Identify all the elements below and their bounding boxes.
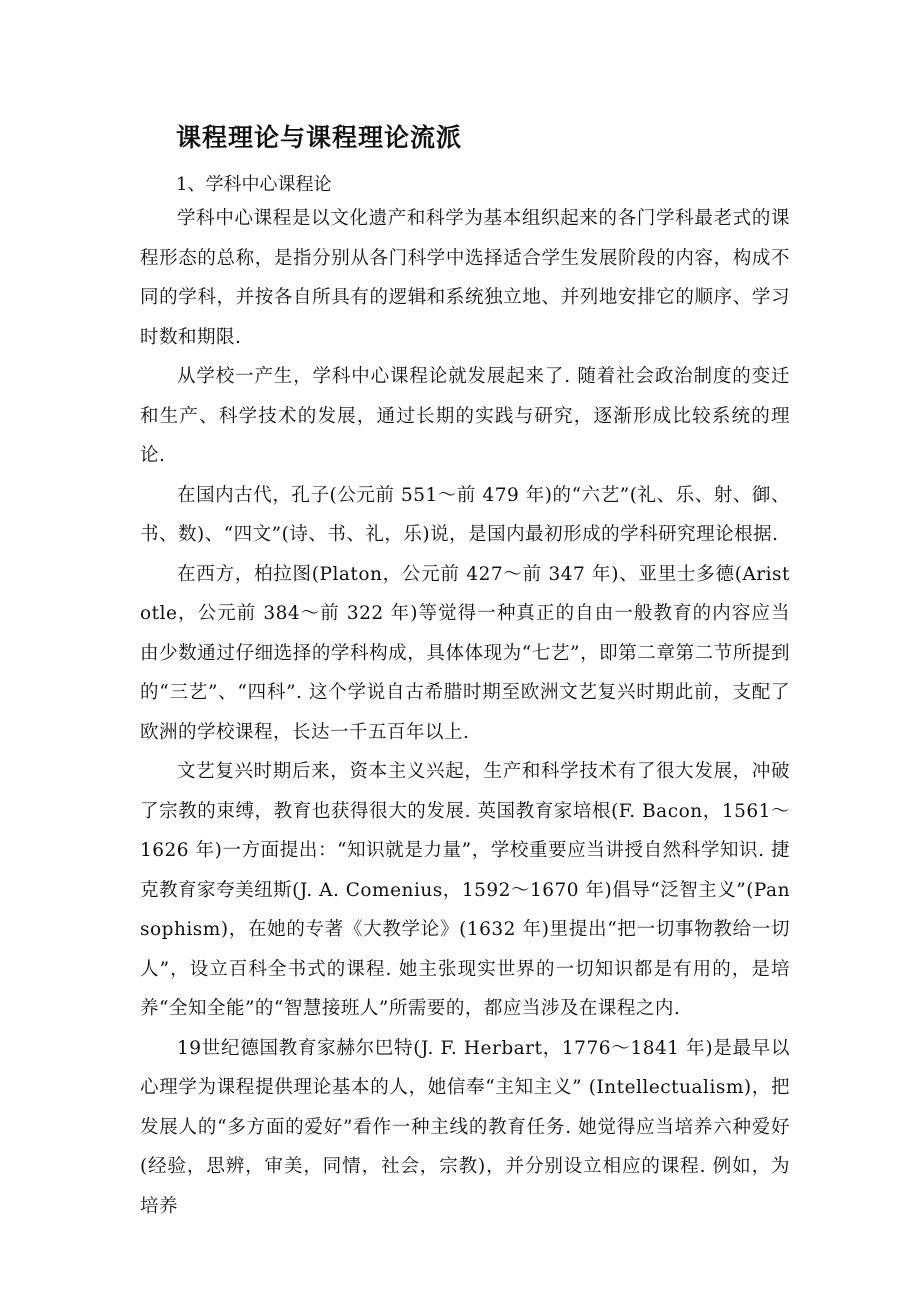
paragraph-west: 在西方，柏拉图(Platon，公元前 427～前 347 年)、亚里士多德(Aristotle，公元前 384～前 322 年)等觉得一种真正的自由一般教育的内容应当由少数通过仔细选择的学科构成，具体体现为“七艺”，即第二章第二节所提到的“三艺”、“四科”. 这个学说自古希腊时期至欧洲文艺复兴时期此前，支配了欧洲的学校课程，长达一千五百年以上. [140, 563, 790, 743]
paragraph-subject-centered-definition: 学科中心课程是以文化遗产和科学为基本组织起来的各门学科最老式的课程形态的总称，是指分别从各门科学中选择适合学生发展阶段的内容，构成不同的学科，并按各自所具有的逻辑和系统独立地、并列地安排它的顺序、学习时数和期限. [140, 208, 790, 348]
section-heading: 1、学科中心课程论 [176, 174, 332, 195]
document-title: 课程理论与课程理论流派 [176, 123, 463, 152]
paragraph-ancient-china: 在国内古代，孔子(公元前 551～前 479 年)的“六艺”(礼、乐、射、御、书、数)、“四文”(诗、书、礼，乐)说，是国内最初形成的学科研究理论根据. [140, 484, 790, 545]
paragraph-renaissance: 文艺复兴时期后来，资本主义兴起，生产和科学技术有了很大发展，冲破了宗教的束缚，教育也获得很大的发展. 英国教育家培根(F. Bacon，1561～1626 年)一方面提出：“知识就是力量”，学校重要应当讲授自然科学知识. 捷克教育家夸美纽斯(J. A. Comenius，1592～1670 年)倡导“泛智主义”(Pansophism)，在她的专著《大教学论》(1632 年)里提出“把一切事物教给一切人”，设立百科全书式的课程. 她主张现实世界的一切知识都是有用的，是培养“全知全能”的“智慧接班人”所需要的，都应当涉及在课程之内. [140, 761, 790, 1019]
paragraph-herbart: 19世纪德国教育家赫尔巴特(J. F. Herbart，1776～1841 年)是最早以心理学为课程提供理论基本的人，她信奉“主知主义” (Intellectualism)，把发展人的“多方面的爱好”看作一种主线的教育任务. 她觉得应当培养六种爱好(经验，思辨，审美，同情，社会，宗教)，并分别设立相应的课程. 例如，为培养 [140, 1037, 790, 1217]
paragraph-origin: 从学校一产生，学科中心课程论就发展起来了. 随着社会政治制度的变迁和生产、科学技术的发展，通过长期的实践与研究，逐渐形成比较系统的理论. [140, 366, 790, 466]
body-text [140, 199, 790, 1226]
